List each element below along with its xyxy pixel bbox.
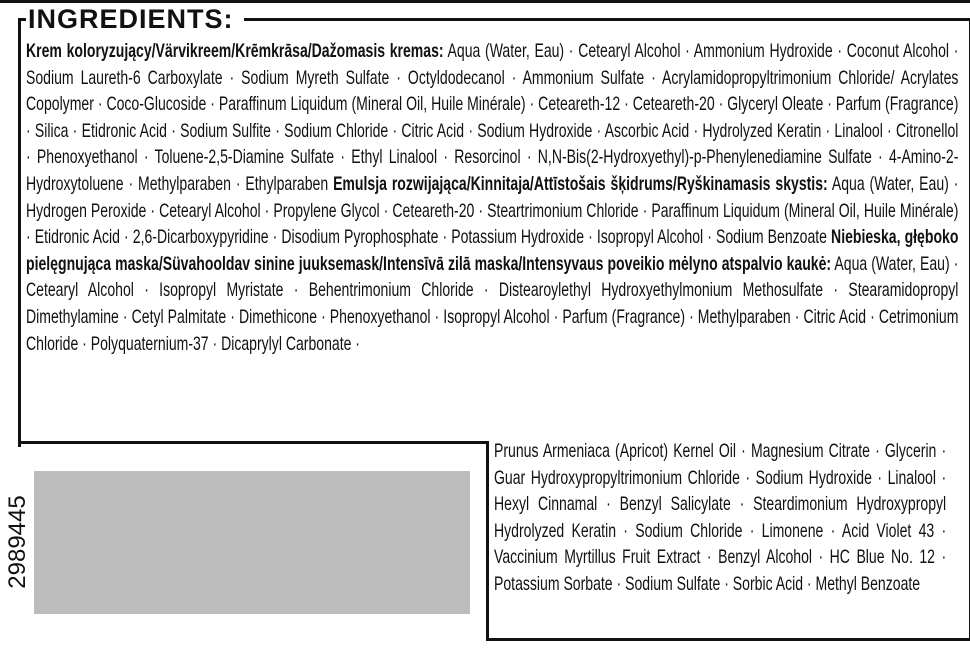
ingredients-text-continued xyxy=(494,438,946,598)
section-ingredients-color-cream: Aqua (Water, Eau) · Cetearyl Alcohol · Ammonium Hydroxide · Coconut Alcohol · Sodium Laureth-6 Carboxylate · Sodium Myreth Sulfate · Octyldodecanol · Ammonium Sulfate · Acrylamidopropyltrimonium Chloride/ Acrylates Copolymer · Coco-Glucoside · Paraffinum Liquidum (Mineral Oil, Huile Minérale) · Ceteareth-12 · Ceteareth-20 · Glyceryl Oleate · Parfum (Fragrance) · Silica · Etidronic Acid · Sodium Sulfite · Sodium Chloride · Citric Acid · Sodium Hydroxide · Ascorbic Acid · Hydrolyzed Keratin · Linalool · Citronellol · Phenoxyethanol · Toluene-2,5-Diamine Sulfate · Ethyl Linalool · Resorcinol · N,N-Bis(2-Hydroxyethyl)-p-Phenylenediamine Sulfate · 4-Amino-2-Hydroxytoluene · Methylparaben · Ethylparaben xyxy=(26,40,959,195)
section-ingredients-developer: Aqua (Water, Eau) · Hydrogen Peroxide · Cetearyl Alcohol · Propylene Glycol · Ceteareth-20 · Steartrimonium Chloride · Paraffinum Liquidum (Mineral Oil, Huile Minérale) · Etidronic Acid · 2,6-Dicarboxypyridine · Disodium Pyrophosphate · Potassium Hydroxide · Isopropyl Alcohol · Sodium Benzoate xyxy=(26,172,959,249)
ingredients-frame-step xyxy=(18,441,489,444)
top-rule xyxy=(0,0,970,3)
section-heading-developer: Emulsja rozwijająca/Kinnitaja/Attīstošais šķidrums/Ryškinamasis skystis: xyxy=(333,172,828,195)
section-ingredients-blue-mask-continued: Prunus Armeniaca (Apricot) Kernel Oil · Magnesium Citrate · Glycerin · Guar Hydroxypropyltrimonium Chloride · Sodium Hydroxide · Linalool · Hexyl Cinnamal · Benzyl Salicylate · Steardimonium Hydroxypropyl Hydrolyzed Keratin · Sodium Chloride · Limonene · Acid Violet 43 · Vaccinium Myrtillus Fruit Extract · Benzyl Alcohol · HC Blue No. 12 · Potassium Sorbate · Sodium Sulfate · Sorbic Acid · Methyl Benzoate xyxy=(494,440,947,595)
gray-swatch xyxy=(34,471,470,614)
ingredients-title: INGREDIENTS: xyxy=(26,4,244,34)
section-heading-blue-mask: Niebieska, głęboko pielęgnująca maska/Süvahooldav sinine juuksemask/Intensīvā zilā maska/Intensyvaus poveikio mėlyno atspalvio kaukė: xyxy=(26,226,959,275)
ingredients-text-block xyxy=(26,38,958,357)
section-heading-color-cream: Krem koloryzujący/Värvikreem/Krēmkrāsa/Dažomasis kremas: xyxy=(26,40,444,62)
product-code: 2989445 xyxy=(4,495,31,589)
section-ingredients-blue-mask: Aqua (Water, Eau) · Cetearyl Alcohol · Isopropyl Myristate · Behentrimonium Chloride · Distearoylethyl Hydroxyethylmonium Methosulfate · Stearamidopropyl Dimethylamine · Cetyl Palmitate · Dimethicone · Phenoxyethanol · Isopropyl Alcohol · Parfum (Fragrance) · Methylparaben · Citric Acid · Cetrimonium Chloride · Polyquaternium-37 · Dicaprylyl Carbonate · xyxy=(26,252,959,355)
